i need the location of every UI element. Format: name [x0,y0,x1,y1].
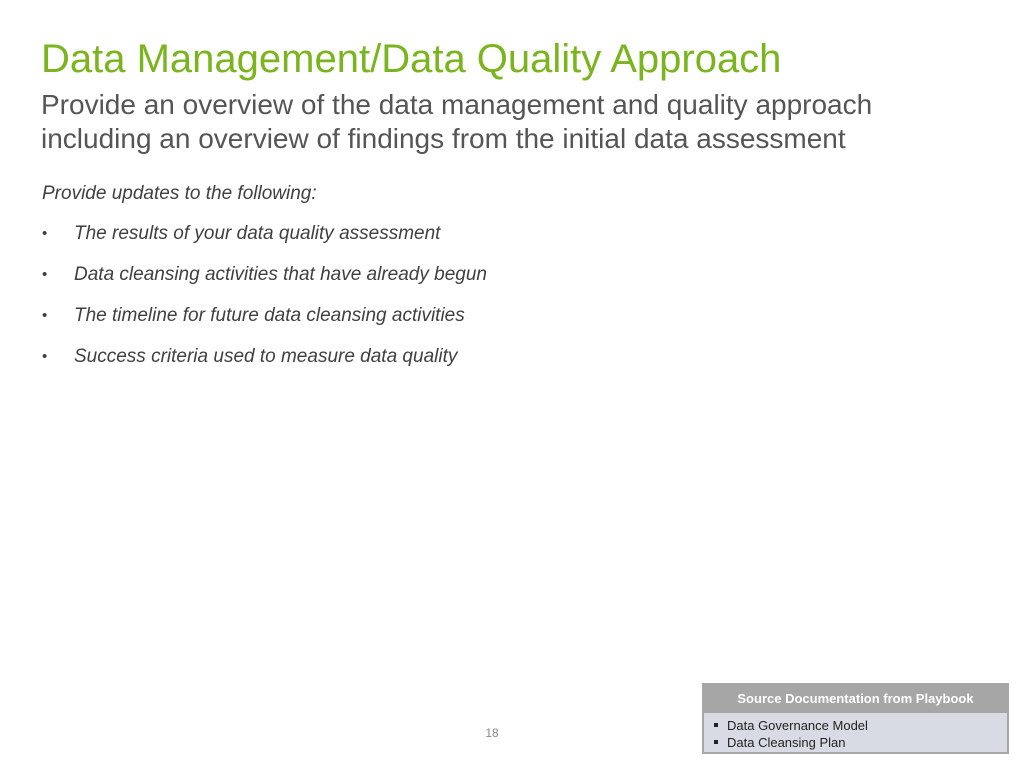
source-documentation-box [702,683,1009,754]
bullet-text: The timeline for future data cleansing activities [74,305,465,326]
bullet-text: Success criteria used to measure data quality [74,346,458,367]
source-box-header: Source Documentation from Playbook [704,685,1007,713]
bullet-icon: • [42,307,48,324]
bullet-icon: • [42,266,48,283]
bullet-text: The results of your data quality assessment [74,223,441,244]
bullet-icon: • [42,348,48,365]
source-list-item [714,734,1007,751]
square-bullet-icon [714,723,718,727]
source-list [704,713,1007,751]
intro-text: Provide updates to the following: [42,183,317,204]
bullet-icon: • [42,225,48,242]
bullet-text: Data cleansing activities that have already begun [74,264,487,285]
source-item-label: Data Cleansing Plan [727,735,846,750]
slide-title: Data Management/Data Quality Approach [41,37,782,81]
source-item-label: Data Governance Model [727,718,868,733]
square-bullet-icon [714,740,718,744]
page-number: 18 [485,726,499,740]
slide-subtitle: Provide an overview of the data management and quality approach including an overview of findings from the initial data assessment [41,89,873,154]
source-list-item [714,717,1007,734]
